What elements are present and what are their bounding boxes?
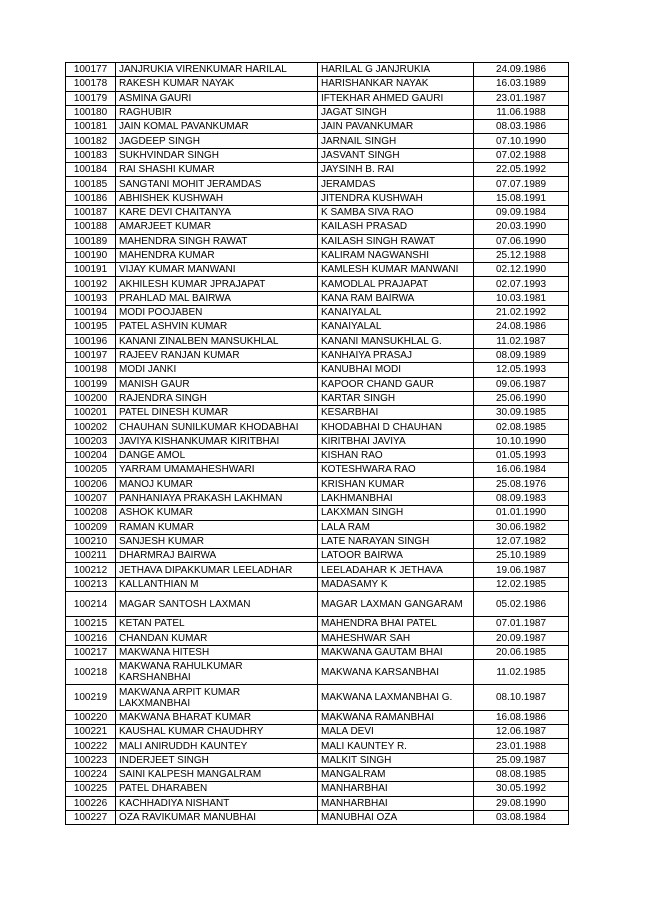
record-id: 100194 bbox=[66, 306, 116, 320]
father-name: JAGAT SINGH bbox=[318, 105, 474, 119]
candidate-name: ABHISHEK KUSHWAH bbox=[116, 191, 318, 205]
date-of-birth: 08.03.1986 bbox=[474, 120, 569, 134]
candidate-name: AKHILESH KUMAR JPRAJAPAT bbox=[116, 277, 318, 291]
candidate-name: SANJESH KUMAR bbox=[116, 534, 318, 548]
father-name: JITENDRA KUSHWAH bbox=[318, 191, 474, 205]
record-id: 100187 bbox=[66, 205, 116, 219]
candidate-name: PRAHLAD MAL BAIRWA bbox=[116, 291, 318, 305]
table-row bbox=[66, 685, 569, 710]
candidate-name: JAGDEEP SINGH bbox=[116, 134, 318, 148]
table-row bbox=[66, 463, 569, 477]
candidate-name: PATEL DINESH KUMAR bbox=[116, 406, 318, 420]
candidate-name: SAINI KALPESH MANGALRAM bbox=[116, 767, 318, 781]
candidate-name: ASHOK KUMAR bbox=[116, 506, 318, 520]
date-of-birth: 23.01.1987 bbox=[474, 91, 569, 105]
table-row bbox=[66, 77, 569, 91]
candidate-name: DHARMRAJ BAIRWA bbox=[116, 549, 318, 563]
table-row bbox=[66, 782, 569, 796]
record-id: 100191 bbox=[66, 263, 116, 277]
date-of-birth: 20.09.1987 bbox=[474, 631, 569, 645]
date-of-birth: 12.07.1982 bbox=[474, 534, 569, 548]
record-id: 100209 bbox=[66, 520, 116, 534]
table-row bbox=[66, 63, 569, 77]
father-name: LAKXMAN SINGH bbox=[318, 506, 474, 520]
date-of-birth: 08.09.1983 bbox=[474, 491, 569, 505]
date-of-birth: 25.09.1987 bbox=[474, 753, 569, 767]
records-table bbox=[65, 62, 569, 825]
table-row bbox=[66, 234, 569, 248]
candidate-name: AMARJEET KUMAR bbox=[116, 220, 318, 234]
record-id: 100179 bbox=[66, 91, 116, 105]
candidate-name: SANGTANI MOHIT JERAMDAS bbox=[116, 177, 318, 191]
record-id: 100213 bbox=[66, 577, 116, 591]
record-id: 100201 bbox=[66, 406, 116, 420]
table-row bbox=[66, 120, 569, 134]
father-name: KISHAN RAO bbox=[318, 449, 474, 463]
record-id: 100178 bbox=[66, 77, 116, 91]
father-name: KANAIYALAL bbox=[318, 306, 474, 320]
candidate-name: JAIN KOMAL PAVANKUMAR bbox=[116, 120, 318, 134]
table-row bbox=[66, 739, 569, 753]
record-id: 100218 bbox=[66, 660, 116, 685]
table-row bbox=[66, 105, 569, 119]
record-id: 100226 bbox=[66, 796, 116, 810]
candidate-name: MODI POOJABEN bbox=[116, 306, 318, 320]
table-row bbox=[66, 577, 569, 591]
father-name: MANHARBHAI bbox=[318, 782, 474, 796]
date-of-birth: 16.06.1984 bbox=[474, 463, 569, 477]
candidate-name: RAJENDRA SINGH bbox=[116, 391, 318, 405]
father-name: HARISHANKAR NAYAK bbox=[318, 77, 474, 91]
candidate-name: MANOJ KUMAR bbox=[116, 477, 318, 491]
date-of-birth: 02.12.1990 bbox=[474, 263, 569, 277]
candidate-name: KAUSHAL KUMAR CHAUDHRY bbox=[116, 725, 318, 739]
date-of-birth: 11.06.1988 bbox=[474, 105, 569, 119]
father-name: MANUBHAI OZA bbox=[318, 810, 474, 824]
candidate-name: MODI JANKI bbox=[116, 363, 318, 377]
candidate-name: KANANI ZINALBEN MANSUKHLAL bbox=[116, 334, 318, 348]
records-body bbox=[66, 63, 569, 825]
father-name: KESARBHAI bbox=[318, 406, 474, 420]
table-row bbox=[66, 591, 569, 616]
table-row bbox=[66, 377, 569, 391]
father-name: MALA DEVI bbox=[318, 725, 474, 739]
candidate-name: RAI SHASHI KUMAR bbox=[116, 163, 318, 177]
date-of-birth: 25.06.1990 bbox=[474, 391, 569, 405]
date-of-birth: 12.05.1993 bbox=[474, 363, 569, 377]
date-of-birth: 07.07.1989 bbox=[474, 177, 569, 191]
date-of-birth: 20.03.1990 bbox=[474, 220, 569, 234]
table-row bbox=[66, 148, 569, 162]
father-name: JARNAIL SINGH bbox=[318, 134, 474, 148]
date-of-birth: 30.05.1992 bbox=[474, 782, 569, 796]
table-row bbox=[66, 334, 569, 348]
record-id: 100193 bbox=[66, 291, 116, 305]
date-of-birth: 25.08.1976 bbox=[474, 477, 569, 491]
candidate-name: PANHANIAYA PRAKASH LAKHMAN bbox=[116, 491, 318, 505]
candidate-name: CHAUHAN SUNILKUMAR KHODABHAI bbox=[116, 420, 318, 434]
table-row bbox=[66, 520, 569, 534]
date-of-birth: 09.06.1987 bbox=[474, 377, 569, 391]
father-name: MALKIT SINGH bbox=[318, 753, 474, 767]
father-name: MALI KAUNTEY R. bbox=[318, 739, 474, 753]
table-row bbox=[66, 563, 569, 577]
record-id: 100220 bbox=[66, 710, 116, 724]
record-id: 100189 bbox=[66, 234, 116, 248]
table-row bbox=[66, 391, 569, 405]
table-row bbox=[66, 810, 569, 824]
table-row bbox=[66, 725, 569, 739]
table-row bbox=[66, 363, 569, 377]
record-id: 100177 bbox=[66, 63, 116, 77]
record-id: 100195 bbox=[66, 320, 116, 334]
record-id: 100211 bbox=[66, 549, 116, 563]
candidate-name: DANGE AMOL bbox=[116, 449, 318, 463]
father-name: MAGAR LAXMAN GANGARAM bbox=[318, 591, 474, 616]
father-name: LEELADAHAR K JETHAVA bbox=[318, 563, 474, 577]
date-of-birth: 02.08.1985 bbox=[474, 420, 569, 434]
table-row bbox=[66, 320, 569, 334]
candidate-name: RAJEEV RANJAN KUMAR bbox=[116, 348, 318, 362]
date-of-birth: 10.03.1981 bbox=[474, 291, 569, 305]
candidate-name: PATEL DHARABEN bbox=[116, 782, 318, 796]
table-row bbox=[66, 617, 569, 631]
date-of-birth: 24.09.1986 bbox=[474, 63, 569, 77]
table-row bbox=[66, 306, 569, 320]
table-row bbox=[66, 796, 569, 810]
candidate-name: ASMINA GAURI bbox=[116, 91, 318, 105]
candidate-name: SUKHVINDAR SINGH bbox=[116, 148, 318, 162]
candidate-name: KACHHADIYA NISHANT bbox=[116, 796, 318, 810]
date-of-birth: 24.08.1986 bbox=[474, 320, 569, 334]
table-row bbox=[66, 263, 569, 277]
father-name: KAMODLAL PRAJAPAT bbox=[318, 277, 474, 291]
record-id: 100202 bbox=[66, 420, 116, 434]
date-of-birth: 22.05.1992 bbox=[474, 163, 569, 177]
table-row bbox=[66, 631, 569, 645]
father-name: MANGALRAM bbox=[318, 767, 474, 781]
table-row bbox=[66, 420, 569, 434]
table-row bbox=[66, 248, 569, 262]
father-name: JAIN PAVANKUMAR bbox=[318, 120, 474, 134]
record-id: 100214 bbox=[66, 591, 116, 616]
record-id: 100205 bbox=[66, 463, 116, 477]
father-name: KANHAIYA PRASAJ bbox=[318, 348, 474, 362]
candidate-name: RAGHUBIR bbox=[116, 105, 318, 119]
father-name: K SAMBA SIVA RAO bbox=[318, 205, 474, 219]
table-row bbox=[66, 91, 569, 105]
record-id: 100204 bbox=[66, 449, 116, 463]
date-of-birth: 20.06.1985 bbox=[474, 645, 569, 659]
father-name: MAKWANA RAMANBHAI bbox=[318, 710, 474, 724]
father-name: KALIRAM NAGWANSHI bbox=[318, 248, 474, 262]
date-of-birth: 01.05.1993 bbox=[474, 449, 569, 463]
father-name: KANA RAM BAIRWA bbox=[318, 291, 474, 305]
record-id: 100215 bbox=[66, 617, 116, 631]
candidate-name: JANJRUKIA VIRENKUMAR HARILAL bbox=[116, 63, 318, 77]
candidate-name: MAHENDRA KUMAR bbox=[116, 248, 318, 262]
table-row bbox=[66, 406, 569, 420]
date-of-birth: 23.01.1988 bbox=[474, 739, 569, 753]
father-name: JASVANT SINGH bbox=[318, 148, 474, 162]
table-row bbox=[66, 134, 569, 148]
date-of-birth: 16.03.1989 bbox=[474, 77, 569, 91]
father-name: KANAIYALAL bbox=[318, 320, 474, 334]
father-name: KANUBHAI MODI bbox=[318, 363, 474, 377]
father-name: MADASAMY K bbox=[318, 577, 474, 591]
date-of-birth: 07.01.1987 bbox=[474, 617, 569, 631]
date-of-birth: 07.10.1990 bbox=[474, 134, 569, 148]
table-row bbox=[66, 534, 569, 548]
date-of-birth: 08.08.1985 bbox=[474, 767, 569, 781]
record-id: 100216 bbox=[66, 631, 116, 645]
record-id: 100212 bbox=[66, 563, 116, 577]
father-name: KIRITBHAI JAVIYA bbox=[318, 434, 474, 448]
father-name: KHODABHAI D CHAUHAN bbox=[318, 420, 474, 434]
candidate-name: MAKWANA ARPIT KUMAR LAKXMANBHAI bbox=[116, 685, 318, 710]
father-name: MAHESHWAR SAH bbox=[318, 631, 474, 645]
candidate-name: YARRAM UMAMAHESHWARI bbox=[116, 463, 318, 477]
candidate-name: KETAN PATEL bbox=[116, 617, 318, 631]
record-id: 100184 bbox=[66, 163, 116, 177]
candidate-name: MANISH GAUR bbox=[116, 377, 318, 391]
record-id: 100196 bbox=[66, 334, 116, 348]
date-of-birth: 08.10.1987 bbox=[474, 685, 569, 710]
date-of-birth: 10.10.1990 bbox=[474, 434, 569, 448]
record-id: 100223 bbox=[66, 753, 116, 767]
date-of-birth: 05.02.1986 bbox=[474, 591, 569, 616]
record-id: 100227 bbox=[66, 810, 116, 824]
record-id: 100192 bbox=[66, 277, 116, 291]
father-name: LATOOR BAIRWA bbox=[318, 549, 474, 563]
father-name: HARILAL G JANJRUKIA bbox=[318, 63, 474, 77]
date-of-birth: 07.06.1990 bbox=[474, 234, 569, 248]
table-row bbox=[66, 449, 569, 463]
record-id: 100188 bbox=[66, 220, 116, 234]
candidate-name: KARE DEVI CHAITANYA bbox=[116, 205, 318, 219]
date-of-birth: 21.02.1992 bbox=[474, 306, 569, 320]
father-name: JAYSINH B. RAI bbox=[318, 163, 474, 177]
candidate-name: MAKWANA HITESH bbox=[116, 645, 318, 659]
candidate-name: OZA RAVIKUMAR MANUBHAI bbox=[116, 810, 318, 824]
table-row bbox=[66, 163, 569, 177]
father-name: JERAMDAS bbox=[318, 177, 474, 191]
record-id: 100185 bbox=[66, 177, 116, 191]
date-of-birth: 01.01.1990 bbox=[474, 506, 569, 520]
record-id: 100208 bbox=[66, 506, 116, 520]
date-of-birth: 08.09.1989 bbox=[474, 348, 569, 362]
record-id: 100203 bbox=[66, 434, 116, 448]
father-name: KRISHAN KUMAR bbox=[318, 477, 474, 491]
father-name: MAHENDRA BHAI PATEL bbox=[318, 617, 474, 631]
father-name: MAKWANA KARSANBHAI bbox=[318, 660, 474, 685]
date-of-birth: 30.09.1985 bbox=[474, 406, 569, 420]
date-of-birth: 25.10.1989 bbox=[474, 549, 569, 563]
father-name: LAKHMANBHAI bbox=[318, 491, 474, 505]
candidate-name: MAKWANA RAHULKUMAR KARSHANBHAI bbox=[116, 660, 318, 685]
date-of-birth: 12.02.1985 bbox=[474, 577, 569, 591]
father-name: KAILASH PRASAD bbox=[318, 220, 474, 234]
candidate-name: INDERJEET SINGH bbox=[116, 753, 318, 767]
table-row bbox=[66, 767, 569, 781]
father-name: KAILASH SINGH RAWAT bbox=[318, 234, 474, 248]
record-id: 100197 bbox=[66, 348, 116, 362]
record-id: 100225 bbox=[66, 782, 116, 796]
record-id: 100219 bbox=[66, 685, 116, 710]
record-id: 100181 bbox=[66, 120, 116, 134]
father-name: LATE NARAYAN SINGH bbox=[318, 534, 474, 548]
date-of-birth: 15.08.1991 bbox=[474, 191, 569, 205]
record-id: 100186 bbox=[66, 191, 116, 205]
record-id: 100224 bbox=[66, 767, 116, 781]
table-row bbox=[66, 177, 569, 191]
record-id: 100199 bbox=[66, 377, 116, 391]
date-of-birth: 11.02.1987 bbox=[474, 334, 569, 348]
date-of-birth: 19.06.1987 bbox=[474, 563, 569, 577]
date-of-birth: 16.08.1986 bbox=[474, 710, 569, 724]
record-id: 100183 bbox=[66, 148, 116, 162]
date-of-birth: 03.08.1984 bbox=[474, 810, 569, 824]
record-id: 100217 bbox=[66, 645, 116, 659]
table-row bbox=[66, 205, 569, 219]
candidate-name: MALI ANIRUDDH KAUNTEY bbox=[116, 739, 318, 753]
candidate-name: MAHENDRA SINGH RAWAT bbox=[116, 234, 318, 248]
date-of-birth: 02.07.1993 bbox=[474, 277, 569, 291]
record-id: 100222 bbox=[66, 739, 116, 753]
candidate-name: KALLANTHIAN M bbox=[116, 577, 318, 591]
candidate-name: VIJAY KUMAR MANWANI bbox=[116, 263, 318, 277]
father-name: IFTEKHAR AHMED GAURI bbox=[318, 91, 474, 105]
table-row bbox=[66, 220, 569, 234]
table-row bbox=[66, 660, 569, 685]
record-id: 100207 bbox=[66, 491, 116, 505]
table-row bbox=[66, 477, 569, 491]
record-id: 100206 bbox=[66, 477, 116, 491]
candidate-name: JETHAVA DIPAKKUMAR LEELADHAR bbox=[116, 563, 318, 577]
record-id: 100210 bbox=[66, 534, 116, 548]
father-name: KAPOOR CHAND GAUR bbox=[318, 377, 474, 391]
table-row bbox=[66, 191, 569, 205]
record-id: 100221 bbox=[66, 725, 116, 739]
table-row bbox=[66, 645, 569, 659]
candidate-name: MAGAR SANTOSH LAXMAN bbox=[116, 591, 318, 616]
table-row bbox=[66, 506, 569, 520]
record-id: 100182 bbox=[66, 134, 116, 148]
candidate-name: CHANDAN KUMAR bbox=[116, 631, 318, 645]
candidate-name: RAKESH KUMAR NAYAK bbox=[116, 77, 318, 91]
table-row bbox=[66, 549, 569, 563]
father-name: MANHARBHAI bbox=[318, 796, 474, 810]
candidate-name: JAVIYA KISHANKUMAR KIRITBHAI bbox=[116, 434, 318, 448]
father-name: KOTESHWARA RAO bbox=[318, 463, 474, 477]
record-id: 100180 bbox=[66, 105, 116, 119]
date-of-birth: 11.02.1985 bbox=[474, 660, 569, 685]
date-of-birth: 09.09.1984 bbox=[474, 205, 569, 219]
table-row bbox=[66, 277, 569, 291]
father-name: MAKWANA LAXMANBHAI G. bbox=[318, 685, 474, 710]
table-row bbox=[66, 710, 569, 724]
father-name: KAMLESH KUMAR MANWANI bbox=[318, 263, 474, 277]
father-name: KARTAR SINGH bbox=[318, 391, 474, 405]
table-row bbox=[66, 348, 569, 362]
date-of-birth: 07.02.1988 bbox=[474, 148, 569, 162]
father-name: KANANI MANSUKHLAL G. bbox=[318, 334, 474, 348]
date-of-birth: 12.06.1987 bbox=[474, 725, 569, 739]
date-of-birth: 29.08.1990 bbox=[474, 796, 569, 810]
candidate-name: MAKWANA BHARAT KUMAR bbox=[116, 710, 318, 724]
candidate-name: RAMAN KUMAR bbox=[116, 520, 318, 534]
record-id: 100190 bbox=[66, 248, 116, 262]
record-id: 100200 bbox=[66, 391, 116, 405]
father-name: MAKWANA GAUTAM BHAI bbox=[318, 645, 474, 659]
table-row bbox=[66, 434, 569, 448]
date-of-birth: 25.12.1988 bbox=[474, 248, 569, 262]
table-row bbox=[66, 291, 569, 305]
table-row bbox=[66, 491, 569, 505]
record-id: 100198 bbox=[66, 363, 116, 377]
father-name: LALA RAM bbox=[318, 520, 474, 534]
table-row bbox=[66, 753, 569, 767]
date-of-birth: 30.06.1982 bbox=[474, 520, 569, 534]
candidate-name: PATEL ASHVIN KUMAR bbox=[116, 320, 318, 334]
